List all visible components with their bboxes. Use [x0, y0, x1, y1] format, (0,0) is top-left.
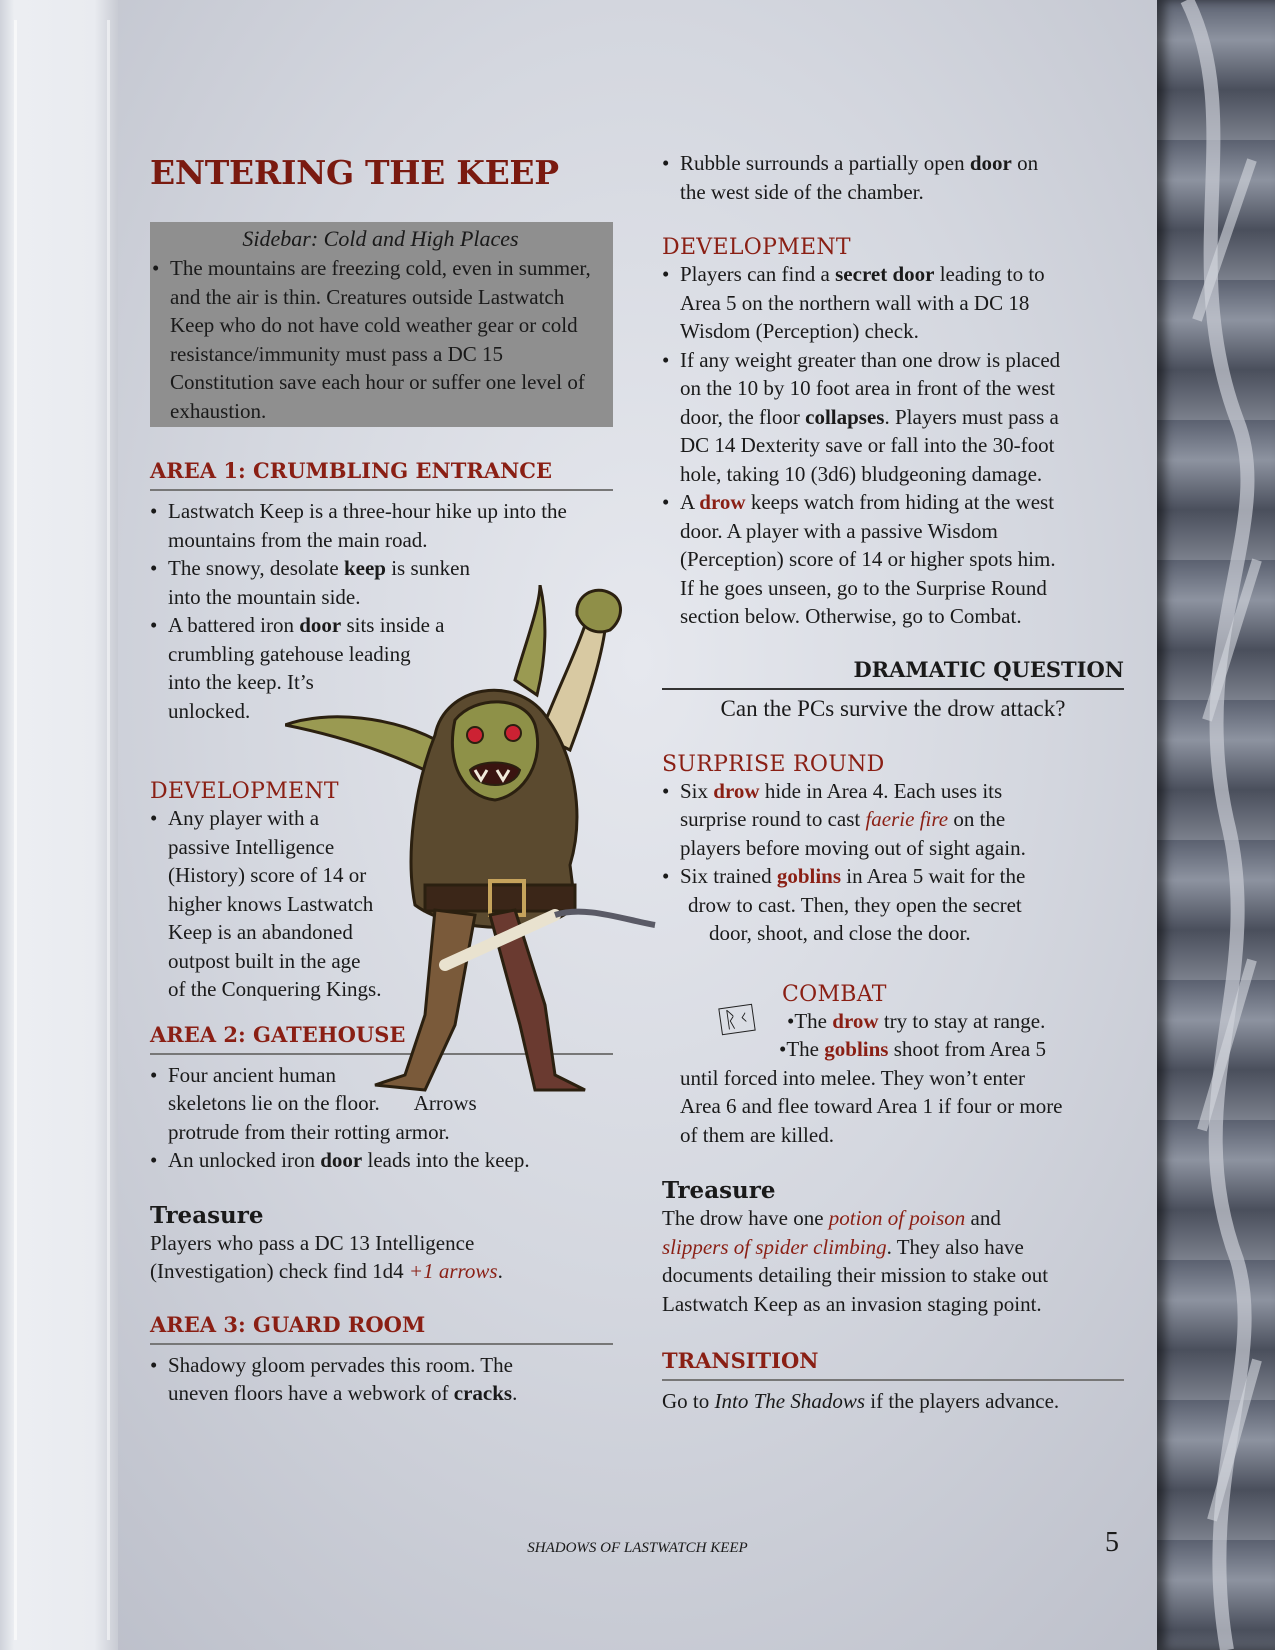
page-title: ENTERING THE KEEP — [150, 153, 559, 192]
treasure1-heading: Treasure — [150, 1201, 264, 1229]
transition-heading: TRANSITION — [662, 1348, 1124, 1381]
dramatic-question-heading: DRAMATIC QUESTION — [662, 657, 1124, 690]
combat-line-3: until forced into melee. They won’t enter Area 6 and flee toward Area 1 if four or more of them are killed. — [680, 1065, 1063, 1147]
dev1-text: • Any player with a passive Intelligence (History) score of 14 or higher knows Lastwatch Keep is an abandoned outpost built in the age of the Conquering Kings. — [150, 804, 613, 1004]
sidebar-text: • The mountains are freezing cold, even in summer, and the air is thin. Creatures outside Lastwatch Keep who do not have cold weather gear or cold resistance/immunity must pass a DC 15 Constitution save each hour or suffer one level of exhaustion. — [152, 254, 609, 425]
surprise-heading: SURPRISE ROUND — [662, 751, 885, 777]
treasure2-text: The drow have one potion of poison and slippers of spider climbing. They also have documents detailing their mission to stake out Lastwatch Keep as an invasion staging point. — [662, 1206, 1049, 1316]
area1-heading: AREA 1: CRUMBLING ENTRANCE — [150, 458, 613, 491]
list-item: • A drow keeps watch from hiding at the west door. A player with a passive Wisdom (Perception) score of 14 or higher spots him. If he goes unseen, go to the Surprise Round section below. Otherwise, go to Combat. — [662, 488, 1124, 631]
list-item: • An unlocked iron door leads into the keep. — [150, 1146, 613, 1175]
list-item: • Players can find a secret door leading to to Area 5 on the northern wall with a DC 18 Wisdom (Perception) check. — [662, 260, 1124, 346]
surprise-list — [662, 777, 1124, 948]
combat-line-2: •The goblins shoot from Area 5 — [779, 1037, 1046, 1061]
list-item: • Lastwatch Keep is a three-hour hike up into the mountains from the main road. — [150, 497, 613, 554]
list-item: • A battered iron door sits inside a crumbling gatehouse leading into the keep. It’s unlocked. — [150, 611, 613, 725]
combat-line-1: •The drow try to stay at range. — [787, 1008, 1046, 1033]
footer-title: SHADOWS OF LASTWATCH KEEP — [527, 1540, 748, 1556]
combat-heading: COMBAT — [782, 981, 887, 1007]
transition-text: Go to Into The Shadows if the players advance. — [662, 1389, 1060, 1413]
right-page-border — [1157, 0, 1275, 1650]
area3-heading: AREA 3: GUARD ROOM — [150, 1312, 613, 1345]
sidebar-title: Sidebar: Cold and High Places — [242, 226, 519, 251]
right-column — [662, 145, 1124, 1416]
goblin-illustration — [285, 585, 665, 1145]
dramatic-question-text: Can the PCs survive the drow attack? — [720, 695, 1066, 721]
dev2-heading: DEVELOPMENT — [662, 235, 851, 260]
list-item: • Rubble surrounds a partially open door on the west side of the chamber. — [662, 149, 1124, 206]
dev1-heading: DEVELOPMENT — [150, 779, 339, 804]
sidebar-box — [150, 222, 613, 427]
list-item: • If any weight greater than one drow is placed on the 10 by 10 foot area in front of the west door, the floor collapses. Players must pass a DC 14 Dexterity save or fall into the 30-foot hole, taking 10 (3d6) bludgeoning damage. — [662, 346, 1124, 489]
list-item: • Six trained goblins in Area 5 wait for the drow to cast. Then, they open the secret door, shoot, and close the door. — [662, 862, 1124, 948]
list-item: • The snowy, desolate keep is sunken into the mountain side. — [150, 554, 613, 611]
area2-heading: AREA 2: GATEHOUSE — [150, 1022, 613, 1055]
left-page-border — [0, 0, 118, 1650]
rune-icon: ᚱᚲ — [718, 1003, 756, 1035]
dev2-list — [662, 260, 1124, 631]
treasure1-text: Players who pass a DC 13 Intelligence (Investigation) check find 1d4 +1 arrows. — [150, 1230, 503, 1283]
list-item: • Shadowy gloom pervades this room. The uneven floors have a webwork of cracks. — [150, 1351, 613, 1408]
page-number: 5 — [1105, 1527, 1119, 1558]
list-item: • Four ancient human skeletons lie on the floor. Arrows protrude from their rotting armor. — [150, 1061, 613, 1147]
list-item: • Six drow hide in Area 4. Each uses its surprise round to cast faerie fire on the players before moving out of sight again. — [662, 777, 1124, 863]
treasure2-heading: Treasure — [662, 1177, 776, 1204]
